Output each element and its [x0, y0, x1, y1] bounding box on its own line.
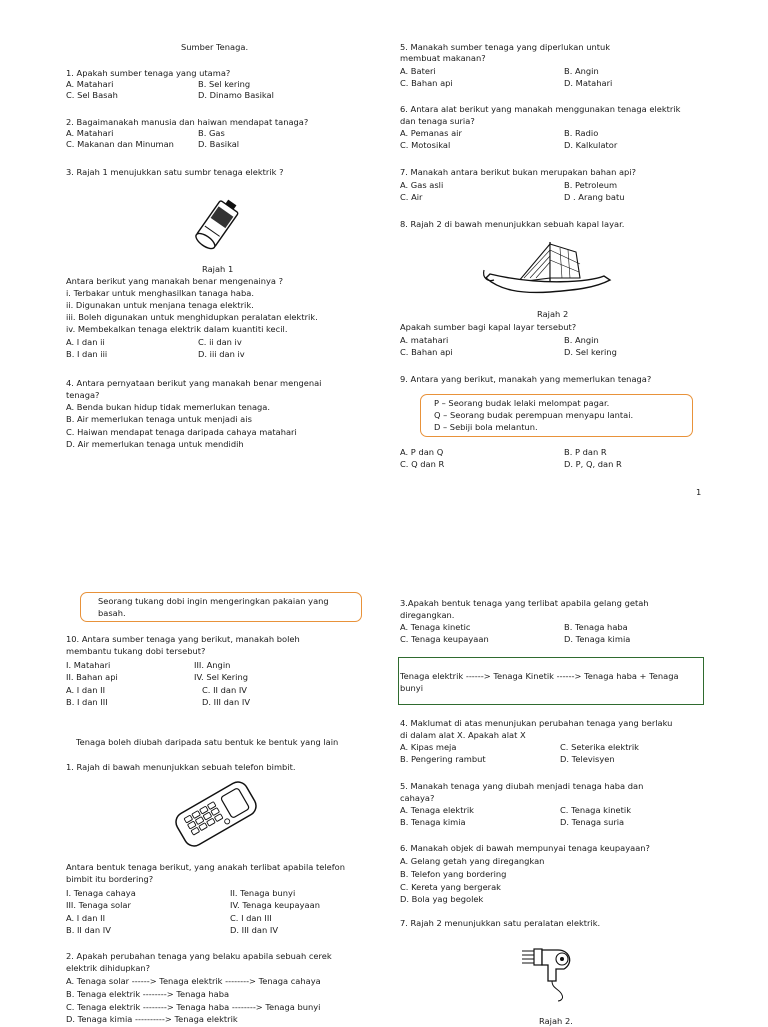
- hair-dryer-figure: [520, 945, 580, 1003]
- figure-caption: Rajah 1: [202, 264, 234, 274]
- question-prompt: Apakah sumber bagi kapal layar tersebut?: [400, 322, 577, 332]
- energy-chain-box: [398, 657, 704, 705]
- figure-caption: Rajah 2: [537, 309, 569, 319]
- option-d[interactable]: D. Matahari: [564, 78, 613, 88]
- item-ii: II. Bahan api: [66, 672, 118, 682]
- figure-caption: Rajah 2.: [539, 1016, 573, 1026]
- question-text-cont: cahaya?: [400, 793, 435, 803]
- option-c[interactable]: C. I dan III: [230, 913, 272, 923]
- option-d[interactable]: D. Sel kering: [564, 347, 617, 357]
- option-b[interactable]: B. P dan R: [564, 447, 607, 457]
- item-iv: IV. Tenaga keupayaan: [230, 900, 320, 910]
- options: [66, 128, 348, 150]
- question-prompt: Antara berikut yang manakah benar mengenainya ?: [66, 276, 284, 286]
- option-b[interactable]: B. Air memerlukan tenaga untuk menjadi ais: [66, 414, 252, 424]
- question-text: 5. Manakah sumber tenaga yang diperlukan untuk: [400, 42, 611, 52]
- question-prompt-cont: bimbit itu bordering?: [66, 874, 154, 884]
- option-c[interactable]: C. Kereta yang bergerak: [400, 882, 501, 892]
- question-text-cont: di dalam alat X. Apakah alat X: [400, 730, 526, 740]
- mobile-phone-figure: [168, 782, 264, 846]
- item-ii: II. Tenaga bunyi: [230, 888, 296, 898]
- options: [400, 447, 714, 470]
- option-b[interactable]: B. I dan III: [66, 697, 108, 707]
- option-c[interactable]: C. Sel Basah: [66, 90, 118, 100]
- question-prompt: Antara bentuk tenaga berikut, yang anakah terlibat apabila telefon: [66, 862, 345, 872]
- question-text-cont: membantu tukang dobi tersebut?: [66, 646, 206, 656]
- question-text: 7. Manakah antara berikut bukan merupakan bahan api?: [400, 167, 637, 177]
- option-a[interactable]: A. Tenaga kinetic: [400, 622, 471, 632]
- option-b[interactable]: B. Telefon yang bordering: [400, 869, 507, 879]
- options: [400, 335, 714, 358]
- scenario-line-2: basah.: [98, 608, 126, 618]
- options: [400, 180, 714, 203]
- question-text-cont: dan tenaga suria?: [400, 116, 475, 126]
- question-text: 5. Manakah tenaga yang diubah menjadi tenaga haba dan: [400, 781, 644, 791]
- option-a[interactable]: A. Matahari: [66, 79, 114, 89]
- question-text-cont: membuat makanan?: [400, 53, 486, 63]
- option-b[interactable]: B. Tenaga elektrik --------> Tenaga haba: [66, 989, 230, 999]
- question-text: 9. Antara yang berikut, manakah yang memerlukan tenaga?: [400, 374, 652, 384]
- option-c[interactable]: C. Bahan api: [400, 78, 453, 88]
- option-d[interactable]: D. Dinamo Basikal: [198, 90, 274, 100]
- options: [400, 805, 710, 828]
- options: [66, 913, 380, 936]
- option-a[interactable]: A. Tenaga elektrik: [400, 805, 474, 815]
- question-text: 2. Apakah perubahan tenaga yang belaku apabila sebuah cerek: [66, 951, 332, 961]
- option-a[interactable]: A. Tenaga solar ------> Tenaga elektrik --------> Tenaga cahaya: [66, 976, 321, 986]
- option-c[interactable]: C. Seterika elektrik: [560, 742, 639, 752]
- option-d[interactable]: D. Kalkulator: [564, 140, 618, 150]
- option-d[interactable]: D. Air memerlukan tenaga untuk mendidih: [66, 439, 244, 449]
- option-a[interactable]: A. I dan ii: [66, 337, 105, 347]
- question-text-cont: tenaga?: [66, 390, 100, 400]
- energy-chain-line-1: Tenaga elektrik ------> Tenaga Kinetik ------> Tenaga haba + Tenaga: [400, 671, 679, 681]
- scenario-line-1: Seorang tukang dobi ingin mengeringkan pakaian yang: [98, 596, 329, 606]
- page-number: 1: [696, 487, 702, 497]
- question-text-cont: diregangkan.: [400, 610, 455, 620]
- question-text: 1. Apakah sumber tenaga yang utama?: [66, 68, 231, 78]
- options: [400, 742, 710, 765]
- question-text: 8. Rajah 2 di bawah menunjukkan sebuah kapal layar.: [400, 219, 625, 229]
- question-text-cont: elektrik dihidupkan?: [66, 963, 151, 973]
- option-a[interactable]: A. I dan II: [66, 685, 106, 695]
- option-a[interactable]: A. Pemanas air: [400, 128, 462, 138]
- statement-iii: iii. Boleh digunakan untuk menghidupkan peralatan elektrik.: [66, 312, 318, 322]
- scenario-box: [80, 592, 362, 622]
- option-a[interactable]: A. Bateri: [400, 66, 436, 76]
- item-iv: IV. Sel Kering: [194, 672, 249, 682]
- option-c[interactable]: C. Tenaga elektrik --------> Tenaga haba --------> Tenaga bunyi: [66, 1002, 321, 1012]
- option-a[interactable]: A. Gas asli: [400, 180, 444, 190]
- option-b[interactable]: B. Sel kering: [198, 79, 251, 89]
- option-b[interactable]: B. Gas: [198, 128, 225, 138]
- item-i: I. Tenaga cahaya: [66, 888, 136, 898]
- option-b[interactable]: B. Petroleum: [564, 180, 618, 190]
- question-text: 3.Apakah bentuk tenaga yang terlibat apabila gelang getah: [400, 598, 649, 608]
- question-text: 4. Antara pernyataan berikut yang manakah benar mengenai: [66, 378, 322, 388]
- option-d[interactable]: D. III dan IV: [202, 697, 251, 707]
- question-text: 10. Antara sumber tenaga yang berikut, manakah boleh: [66, 634, 300, 644]
- energy-chain-line-2: bunyi: [400, 683, 423, 693]
- option-a[interactable]: A. Gelang getah yang diregangkan: [400, 856, 545, 866]
- item-iii: III. Angin: [194, 660, 231, 670]
- option-b[interactable]: B. Angin: [564, 335, 599, 345]
- statement-ii: ii. Digunakan untuk menjana tenaga elektrik.: [66, 300, 254, 310]
- option-a[interactable]: A. Matahari: [66, 128, 114, 138]
- option-a[interactable]: A. I dan II: [66, 913, 106, 923]
- options: [66, 79, 348, 101]
- statement-p: P – Seorang budak lelaki melompat pagar.: [434, 398, 610, 408]
- option-c[interactable]: C. Bahan api: [400, 347, 453, 357]
- option-c[interactable]: C. Tenaga keupayaan: [400, 634, 489, 644]
- option-c[interactable]: C. Makanan dan Minuman: [66, 139, 174, 149]
- option-b[interactable]: B. Angin: [564, 66, 599, 76]
- option-d[interactable]: D. Tenaga kimia ----------> Tenaga elektrik: [66, 1014, 238, 1024]
- items: [66, 660, 344, 683]
- option-a[interactable]: A. P dan Q: [400, 447, 444, 457]
- option-d[interactable]: D. P, Q, dan R: [564, 459, 622, 469]
- option-d[interactable]: D. Televisyen: [560, 754, 615, 764]
- option-d[interactable]: D . Arang batu: [564, 192, 625, 202]
- options: [66, 337, 348, 360]
- question-text: 7. Rajah 2 menunjukkan satu peralatan elektrik.: [400, 918, 601, 928]
- question-text: 1. Rajah di bawah menunjukkan sebuah telefon bimbit.: [66, 762, 296, 772]
- statement-r: D – Sebiji bola melantun.: [434, 422, 538, 432]
- option-b[interactable]: B. Tenaga haba: [564, 622, 628, 632]
- option-c[interactable]: C. Air: [400, 192, 423, 202]
- page-title: Sumber Tenaga.: [181, 42, 249, 52]
- options: [400, 622, 714, 645]
- statement-q: Q – Seorang budak perempuan menyapu lantai.: [434, 410, 634, 420]
- options: [400, 66, 714, 89]
- options: [400, 128, 714, 151]
- question-text: 2. Bagaimanakah manusia dan haiwan mendapat tanaga?: [66, 117, 309, 127]
- section-heading: Tenaga boleh diubah daripada satu bentuk ke bentuk yang lain: [76, 737, 339, 747]
- option-a[interactable]: A. matahari: [400, 335, 449, 345]
- options: [66, 685, 352, 708]
- option-a[interactable]: A. Kipas meja: [400, 742, 457, 752]
- question-text: 4. Maklumat di atas menunjukan perubahan tenaga yang berlaku: [400, 718, 673, 728]
- option-b[interactable]: B. I dan iii: [66, 349, 108, 359]
- option-d[interactable]: D. iii dan iv: [198, 349, 245, 359]
- option-b[interactable]: B. Tenaga kimia: [400, 817, 466, 827]
- option-b[interactable]: B. II dan IV: [66, 925, 111, 935]
- battery-figure: [188, 188, 248, 258]
- option-d[interactable]: D. III dan IV: [230, 925, 279, 935]
- items: [66, 888, 380, 911]
- option-d[interactable]: D. Basikal: [198, 139, 240, 149]
- statement-i: i. Terbakar untuk menghasilkan tanaga haba.: [66, 288, 254, 298]
- option-d[interactable]: D. Tenaga suria: [560, 817, 625, 827]
- sailboat-figure: [480, 238, 615, 300]
- option-c[interactable]: C. II dan IV: [202, 685, 247, 695]
- option-c[interactable]: C. Motosikal: [400, 140, 451, 150]
- question-text: 6. Antara alat berikut yang manakah menggunakan tenaga elektrik: [400, 104, 681, 114]
- option-c[interactable]: C. Q dan R: [400, 459, 445, 469]
- option-a[interactable]: A. Benda bukan hidup tidak memerlukan tenaga.: [66, 402, 271, 412]
- item-i: I. Matahari: [66, 660, 111, 670]
- item-iii: III. Tenaga solar: [66, 900, 131, 910]
- statement-iv: iv. Membekalkan tenaga elektrik dalam kuantiti kecil.: [66, 324, 288, 334]
- statements-box: [420, 394, 693, 437]
- option-c[interactable]: C. ii dan iv: [198, 337, 242, 347]
- option-d[interactable]: D. Tenaga kimia: [564, 634, 631, 644]
- option-b[interactable]: B. Pengering rambut: [400, 754, 486, 764]
- option-c[interactable]: C. Haiwan mendapat tenaga daripada cahaya matahari: [66, 427, 297, 437]
- option-c[interactable]: C. Tenaga kinetik: [560, 805, 631, 815]
- option-b[interactable]: B. Radio: [564, 128, 599, 138]
- question-text: 6. Manakah objek di bawah mempunyai tenaga keupayaan?: [400, 843, 650, 853]
- question-text: 3. Rajah 1 menujukkan satu sumbr tenaga elektrik ?: [66, 167, 284, 177]
- option-d[interactable]: D. Bola yag begolek: [400, 894, 484, 904]
